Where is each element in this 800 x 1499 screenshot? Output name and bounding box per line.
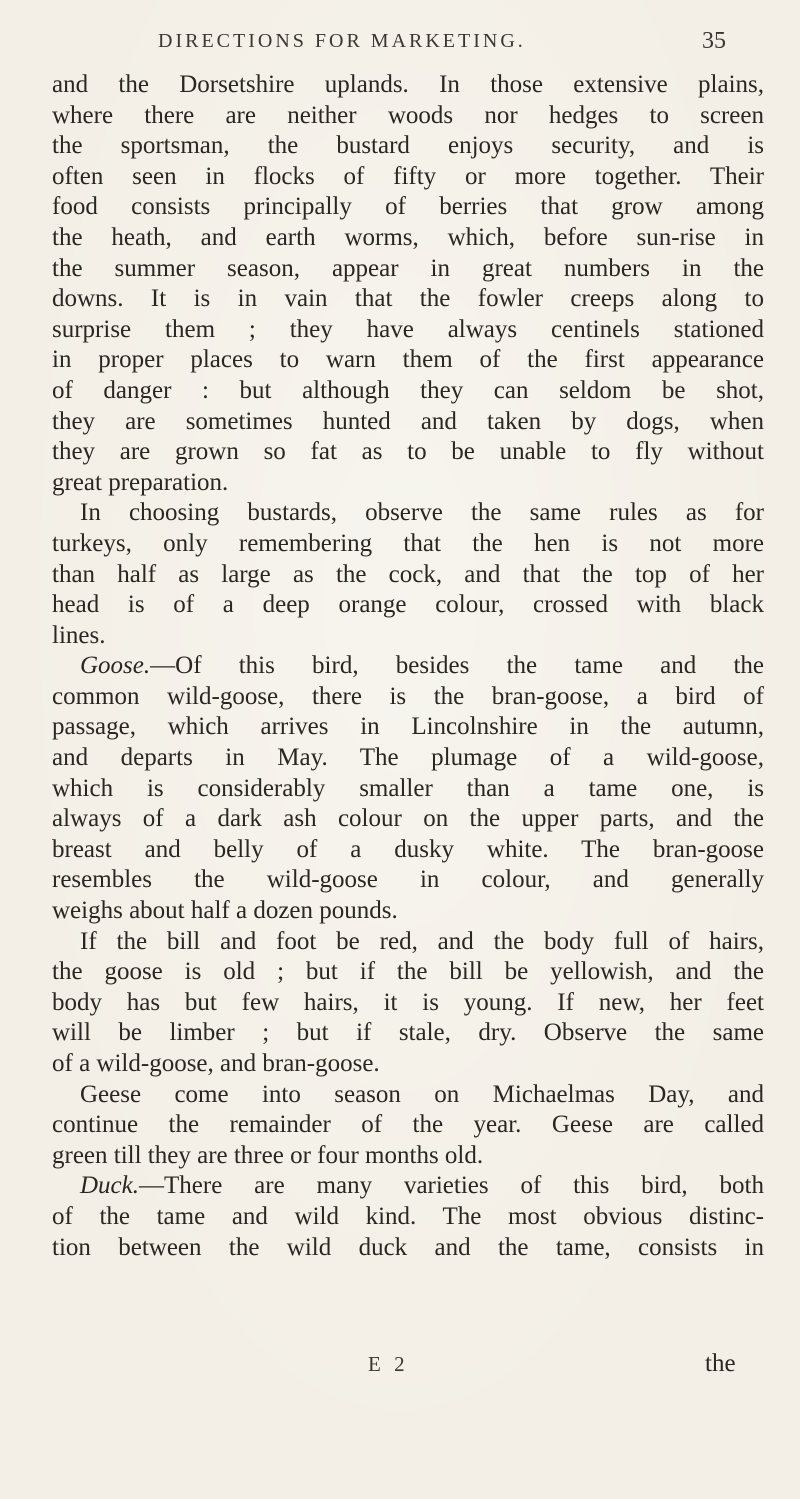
- text-line: the heath, and earth worms, which, before sun-rise in: [52, 223, 764, 251]
- text-line: green till they are three or four months old.: [52, 1141, 484, 1169]
- signature-mark: E 2: [368, 1352, 409, 1376]
- text-line: Geese come into season on Michaelmas Day, and: [80, 1080, 764, 1108]
- text-line: weighs about half a dozen pounds.: [52, 897, 398, 925]
- text-line: the summer season, appear in great numbers in the: [52, 254, 764, 282]
- text-line: will be limber ; but if stale, dry. Observe the same: [52, 1019, 764, 1047]
- text-line: great preparation.: [52, 468, 229, 496]
- text-line: the sportsman, the bustard enjoys security, and is: [52, 132, 764, 160]
- text-line: breast and belly of a dusky white. The bran-goose: [52, 835, 764, 863]
- text-line: continue the remainder of the year. Geese are called: [52, 1111, 764, 1139]
- text-line: downs. It is in vain that the fowler creeps along to: [52, 285, 764, 313]
- text-line: In choosing bustards, observe the same rules as for: [80, 499, 764, 527]
- catchword: the: [705, 1350, 736, 1377]
- goose-paragraph-start: [52, 651, 764, 682]
- text-line: passage, which arrives in Lincolnshire in the autumn,: [52, 713, 764, 741]
- text-line: always of a dark ash colour on the upper parts, and the: [52, 805, 764, 833]
- text-line: surprise them ; they have always centinels stationed: [52, 315, 764, 343]
- text-line: they are grown so fat as to be unable to fly without: [52, 438, 764, 466]
- text-line: turkeys, only remembering that the hen is not more: [52, 529, 764, 557]
- goose-heading-rest: —Of this bird, besides the tame and the: [150, 652, 764, 680]
- text-line: and departs in May. The plumage of a wild-goose,: [52, 744, 764, 772]
- text-line: and the Dorsetshire uplands. In those extensive plains,: [52, 71, 764, 98]
- text-line: food consists principally of berries that grow among: [52, 193, 764, 221]
- text-line: where there are neither woods nor hedges to screen: [52, 101, 764, 129]
- text-line: which is considerably smaller than a tame one, is: [52, 774, 764, 802]
- text-line: of danger : but although they can seldom be shot,: [52, 376, 764, 404]
- running-head: [0, 30, 800, 64]
- text-line: If the bill and foot be red, and the body full of hairs,: [80, 927, 764, 955]
- text-line: of a wild-goose, and bran-goose.: [52, 1050, 380, 1077]
- text-line: resembles the wild-goose in colour, and generally: [52, 866, 764, 894]
- duck-paragraph-start: [52, 1171, 764, 1202]
- duck-heading: Duck.: [80, 1172, 139, 1200]
- running-head-title: DIRECTIONS FOR MARKETING.: [158, 30, 526, 52]
- goose-heading: Goose.: [80, 652, 151, 680]
- page-footer: [0, 1352, 800, 1384]
- duck-heading-rest: —There are many varieties of this bird, both: [139, 1172, 764, 1200]
- text-line: often seen in flocks of fifty or more together. Their: [52, 162, 764, 190]
- text-line: head is of a deep orange colour, crossed with black: [52, 591, 764, 619]
- text-line: they are sometimes hunted and taken by dogs, when: [52, 407, 764, 435]
- text-line: common wild-goose, there is the bran-goose, a bird of: [52, 682, 764, 710]
- text-line: tion between the wild duck and the tame, consists in: [52, 1233, 764, 1261]
- text-line: the goose is old ; but if the bill be yellowish, and the: [52, 958, 764, 986]
- text-line: lines.: [52, 621, 106, 649]
- text-line: in proper places to warn them of the first appearance: [52, 346, 764, 374]
- text-line: of the tame and wild kind. The most obvious distinc-: [52, 1202, 764, 1230]
- text-line: than half as large as the cock, and that the top of her: [52, 560, 764, 588]
- body-text: [52, 70, 764, 1263]
- text-line: body has but few hairs, it is young. If new, her feet: [52, 988, 764, 1016]
- page-number: 35: [702, 28, 726, 54]
